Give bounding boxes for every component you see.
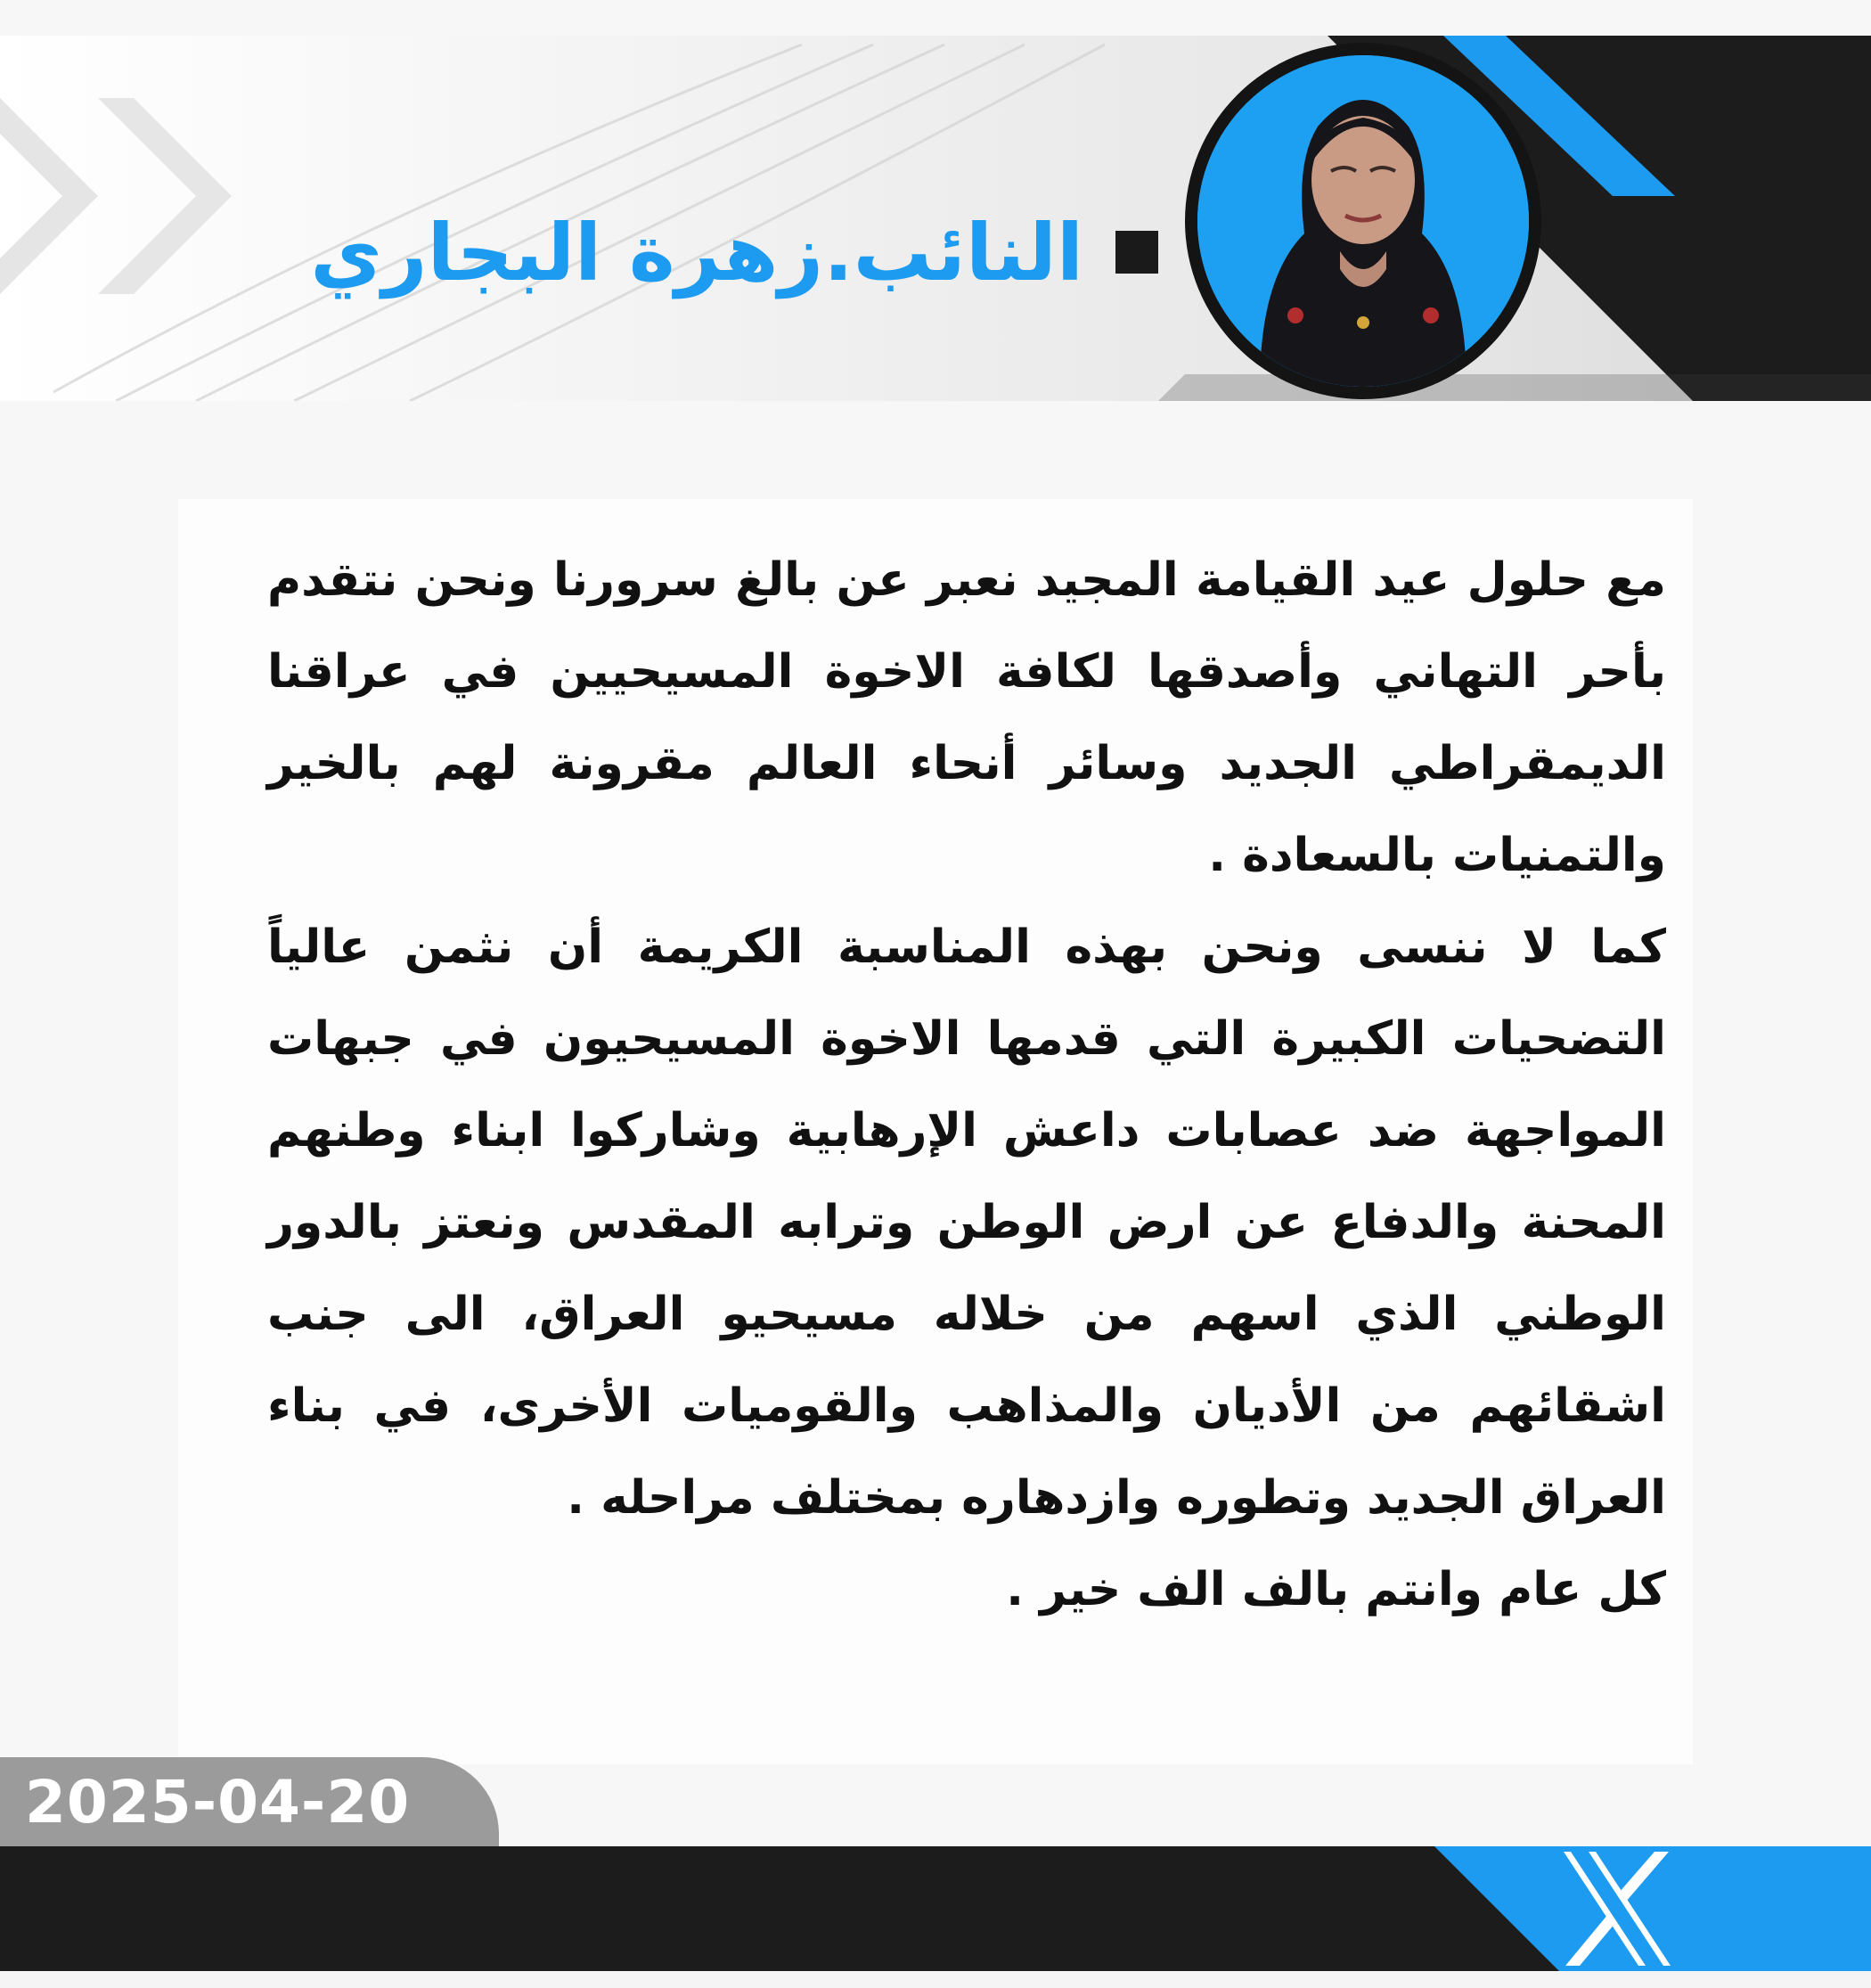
statement-paragraph: كما لا ننسى ونحن بهذه المناسبة الكريمة أن نثمن عالياً التضحيات الكبيرة التي قدمها الاخوة المسيحيون في جبهات المواجهة ضد عصابات داعش الإرهابية وشاركوا ابناء وطنهم المحنة والدفاع عن ارض الوطن وترابه المقدس ونعتز بالدور الوطني الذي اسهم من خلاله مسيحيو العراق، الى جنب اشقائهم من الأديان والمذاهب والقوميات الأخرى، في بناء العراق الجديد وتطوره وازدهاره بمختلف مراحله . [267, 920, 1666, 1525]
portrait-illustration [1197, 55, 1529, 387]
bottom-strip [0, 1971, 1871, 1988]
statement-text [267, 535, 1666, 1636]
post-date: 2025-04-20 [25, 1768, 411, 1837]
name-heading [310, 194, 1158, 310]
statement-paragraph: مع حلول عيد القيامة المجيد نعبر عن بالغ سرورنا ونحن نتقدم بأحر التهاني وأصدقها لكافة الاخوة المسيحيين في عراقنا الديمقراطي الجديد وسائر أنحاء العالم مقرونة لهم بالخير والتمنيات بالسعادة . [267, 553, 1666, 882]
avatar-frame [1185, 43, 1541, 399]
statement-paragraph: كل عام وانتم بالف الف خير . [1006, 1563, 1666, 1616]
x-logo-icon [1564, 1852, 1671, 1966]
square-bullet-icon [1115, 231, 1158, 274]
author-name: النائب.زهرة البجاري [310, 206, 1083, 299]
avatar [1197, 55, 1529, 387]
